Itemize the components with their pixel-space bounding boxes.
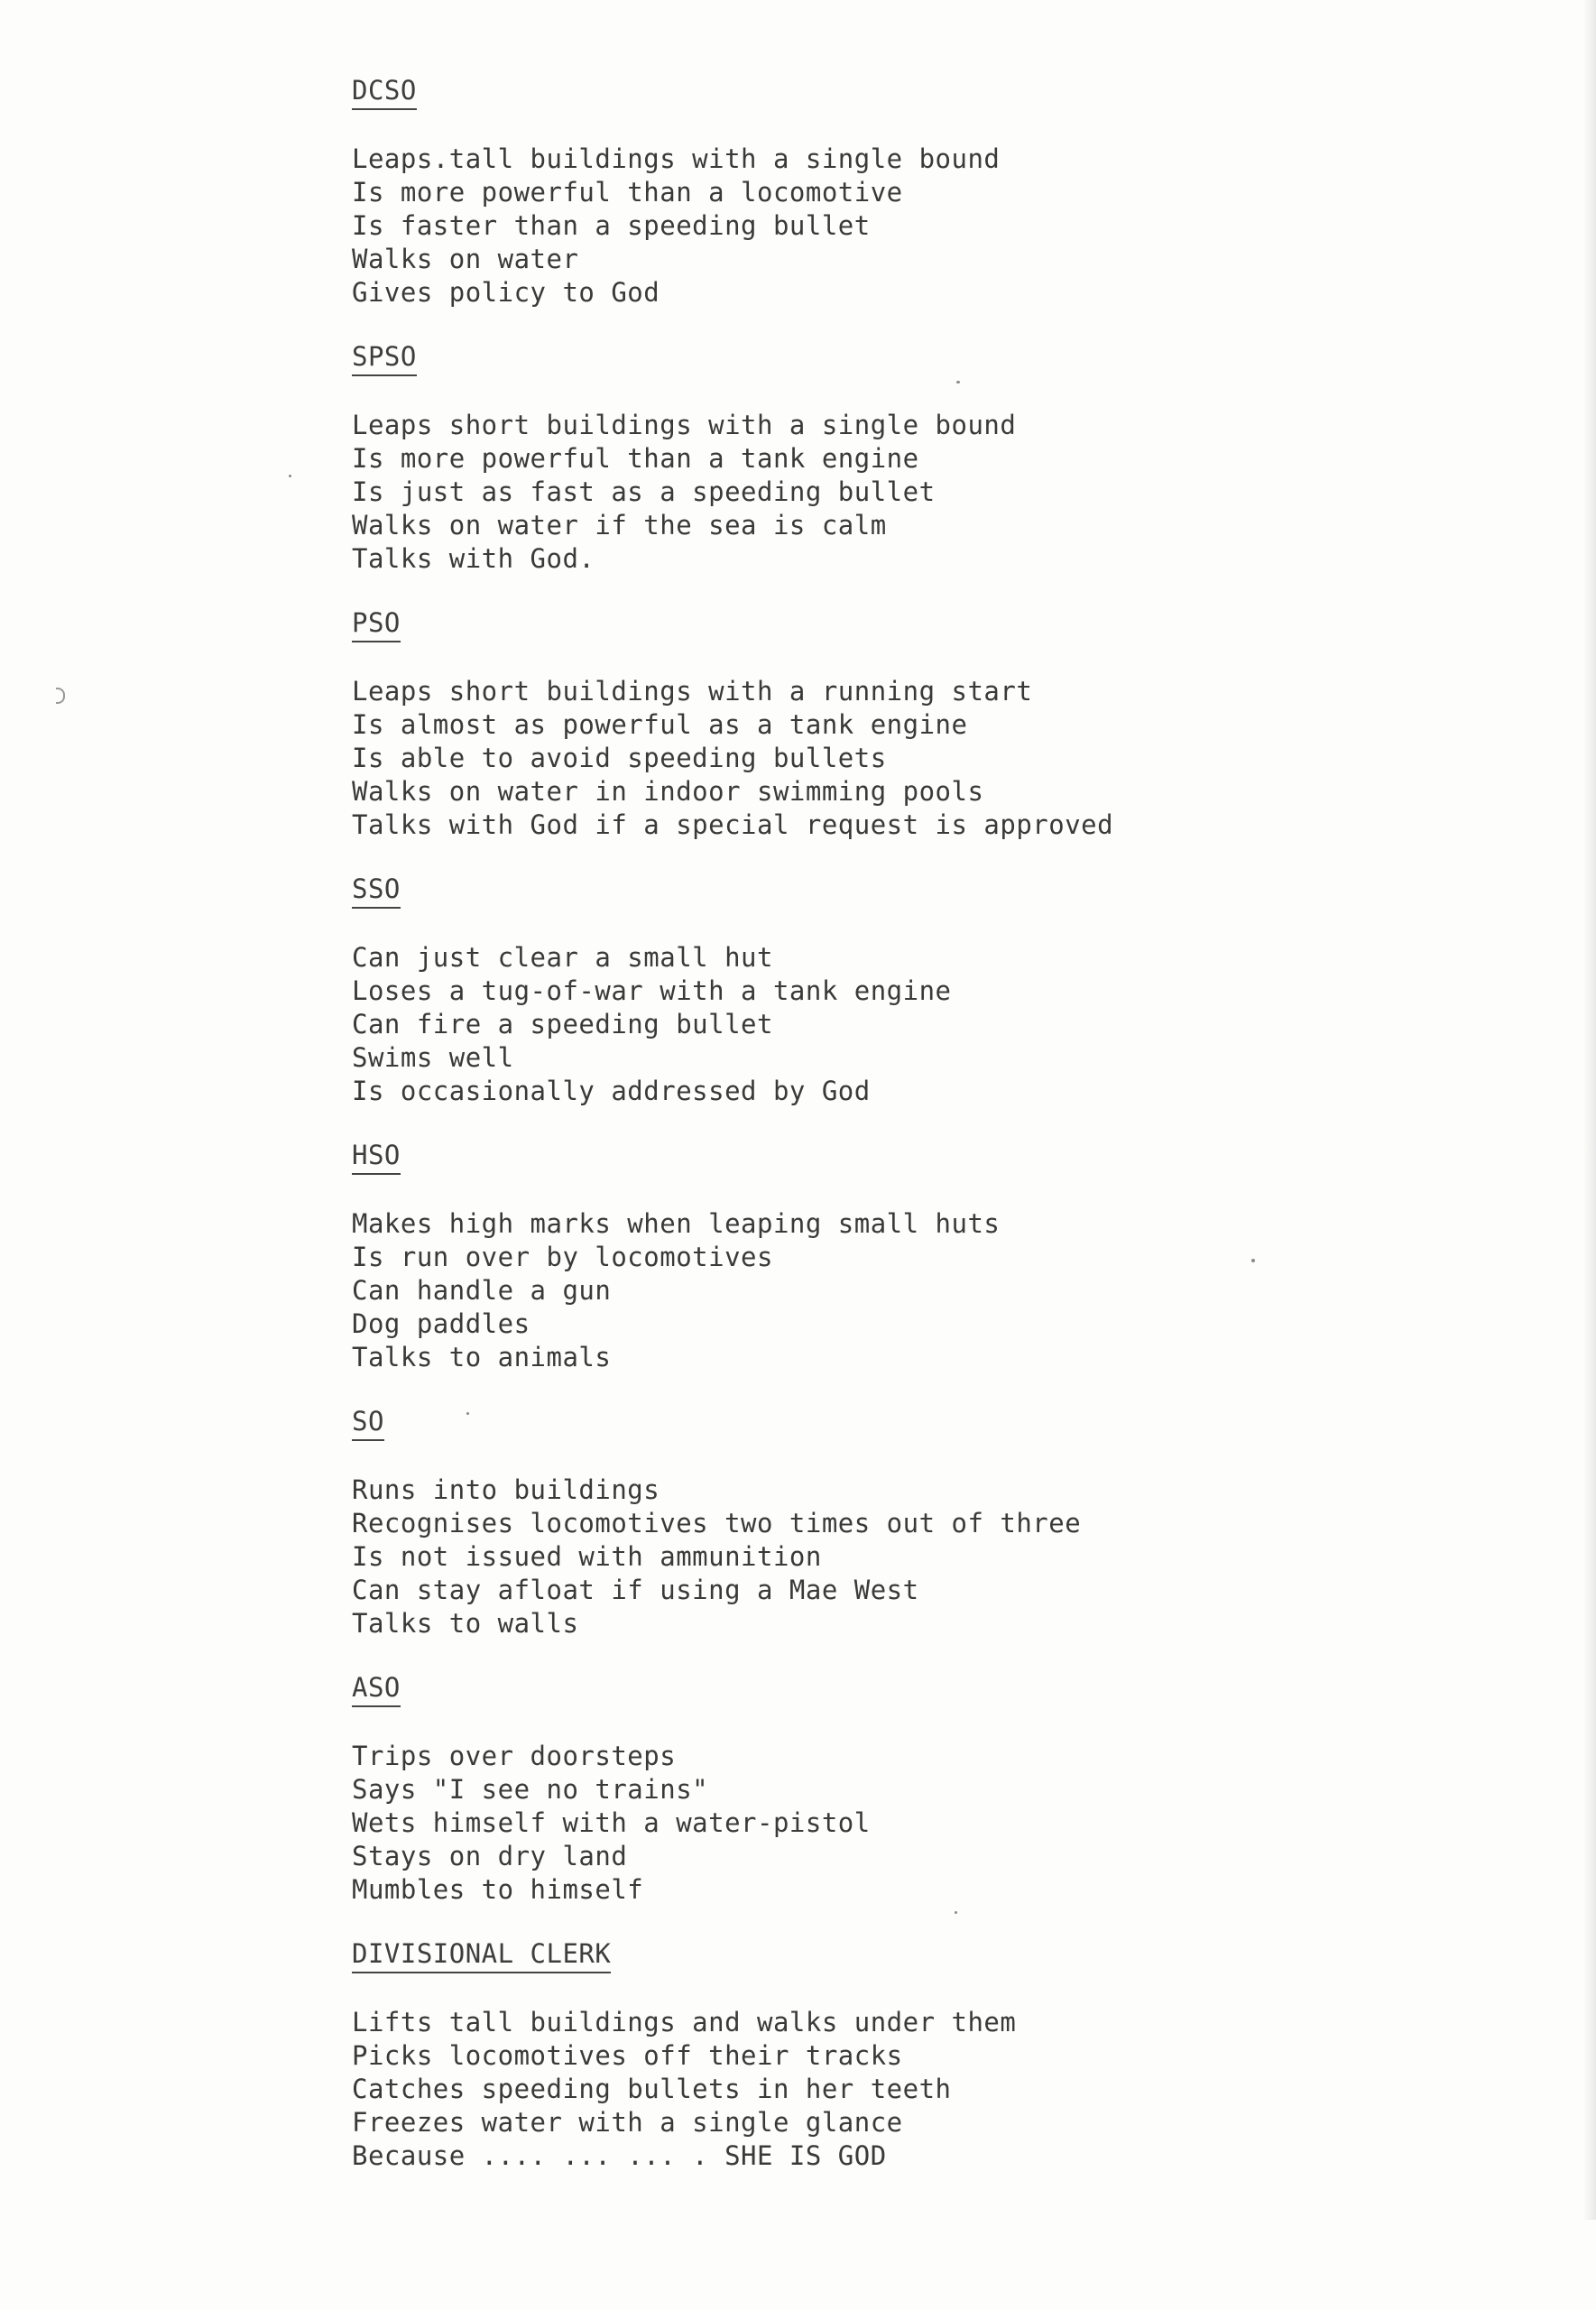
section-hso (352, 1139, 1480, 1374)
section-title: SPSO (352, 340, 417, 376)
section-line: Is just as fast as a speeding bullet (352, 476, 936, 507)
section-line: Stays on dry land (352, 1841, 628, 1871)
section-title: DCSO (352, 74, 417, 110)
section-lines (352, 941, 1480, 1108)
section-sso (352, 873, 1480, 1108)
section-line: Loses a tug-of-war with a tank engine (352, 975, 952, 1006)
section-line: Dog paddles (352, 1308, 530, 1339)
section-spso (352, 340, 1480, 576)
section-title: ASO (352, 1671, 401, 1707)
section-line: Lifts tall buildings and walks under them (352, 2007, 1017, 2037)
section-line: Picks locomotives off their tracks (352, 2040, 903, 2071)
section-line: Is not issued with ammunition (352, 1541, 822, 1572)
section-line: Is run over by locomotives (352, 1242, 773, 1272)
section-line: Is more powerful than a tank engine (352, 443, 919, 474)
document-body (352, 74, 1480, 2204)
section-line: Freezes water with a single glance (352, 2107, 903, 2138)
section-lines (352, 675, 1480, 842)
section-line: Walks on water if the sea is calm (352, 510, 887, 541)
section-line: Walks on water (352, 244, 579, 274)
section-line: Gives policy to God (352, 277, 660, 308)
section-line: Makes high marks when leaping small huts (352, 1208, 1001, 1239)
section-line: Is more powerful than a locomotive (352, 177, 903, 208)
section-lines (352, 1207, 1480, 1374)
section-lines (352, 1740, 1480, 1907)
section-line: Mumbles to himself (352, 1874, 644, 1905)
section-line: Recognises locomotives two times out of three (352, 1508, 1082, 1538)
section-line: Can handle a gun (352, 1275, 612, 1306)
section-pso (352, 606, 1480, 842)
section-line: Can just clear a small hut (352, 942, 773, 973)
section-lines (352, 2006, 1480, 2173)
section-lines (352, 1474, 1480, 1640)
section-line: Is almost as powerful as a tank engine (352, 709, 968, 740)
section-line: Leaps short buildings with a running start (352, 676, 1033, 707)
section-line: Talks with God. (352, 543, 595, 574)
section-so (352, 1405, 1480, 1640)
section-line: Walks on water in indoor swimming pools (352, 776, 984, 807)
section-line: Catches speeding bullets in her teeth (352, 2074, 952, 2104)
section-line: Leaps.tall buildings with a single bound (352, 143, 1001, 174)
section-title: HSO (352, 1139, 401, 1175)
section-line: Is faster than a speeding bullet (352, 210, 871, 241)
section-lines (352, 143, 1480, 310)
section-title: DIVISIONAL CLERK (352, 1937, 611, 1973)
section-line: Is occasionally addressed by God (352, 1076, 871, 1106)
section-aso (352, 1671, 1480, 1907)
section-line: Leaps short buildings with a single bound (352, 410, 1017, 440)
section-dcso (352, 74, 1480, 310)
scan-speck (56, 688, 65, 704)
section-divisional-clerk (352, 1937, 1480, 2173)
section-title: SO (352, 1405, 384, 1441)
section-line: Runs into buildings (352, 1474, 660, 1505)
page-edge-shadow (1583, 0, 1596, 2220)
section-line: Can stay afloat if using a Mae West (352, 1575, 919, 1605)
section-line: Says "I see no trains" (352, 1774, 709, 1805)
section-line: Can fire a speeding bullet (352, 1009, 773, 1040)
section-line: Swims well (352, 1042, 514, 1073)
scan-speck (289, 475, 291, 477)
section-line: Talks to walls (352, 1608, 579, 1639)
section-line: Is able to avoid speeding bullets (352, 743, 887, 773)
section-title: PSO (352, 606, 401, 642)
section-lines (352, 409, 1480, 576)
section-line: Wets himself with a water-pistol (352, 1807, 871, 1838)
section-line: Because .... ... ... . SHE IS GOD (352, 2140, 887, 2171)
section-line: Talks to animals (352, 1342, 612, 1372)
section-title: SSO (352, 873, 401, 909)
section-line: Trips over doorsteps (352, 1741, 677, 1771)
section-line: Talks with God if a special request is approved (352, 809, 1114, 840)
